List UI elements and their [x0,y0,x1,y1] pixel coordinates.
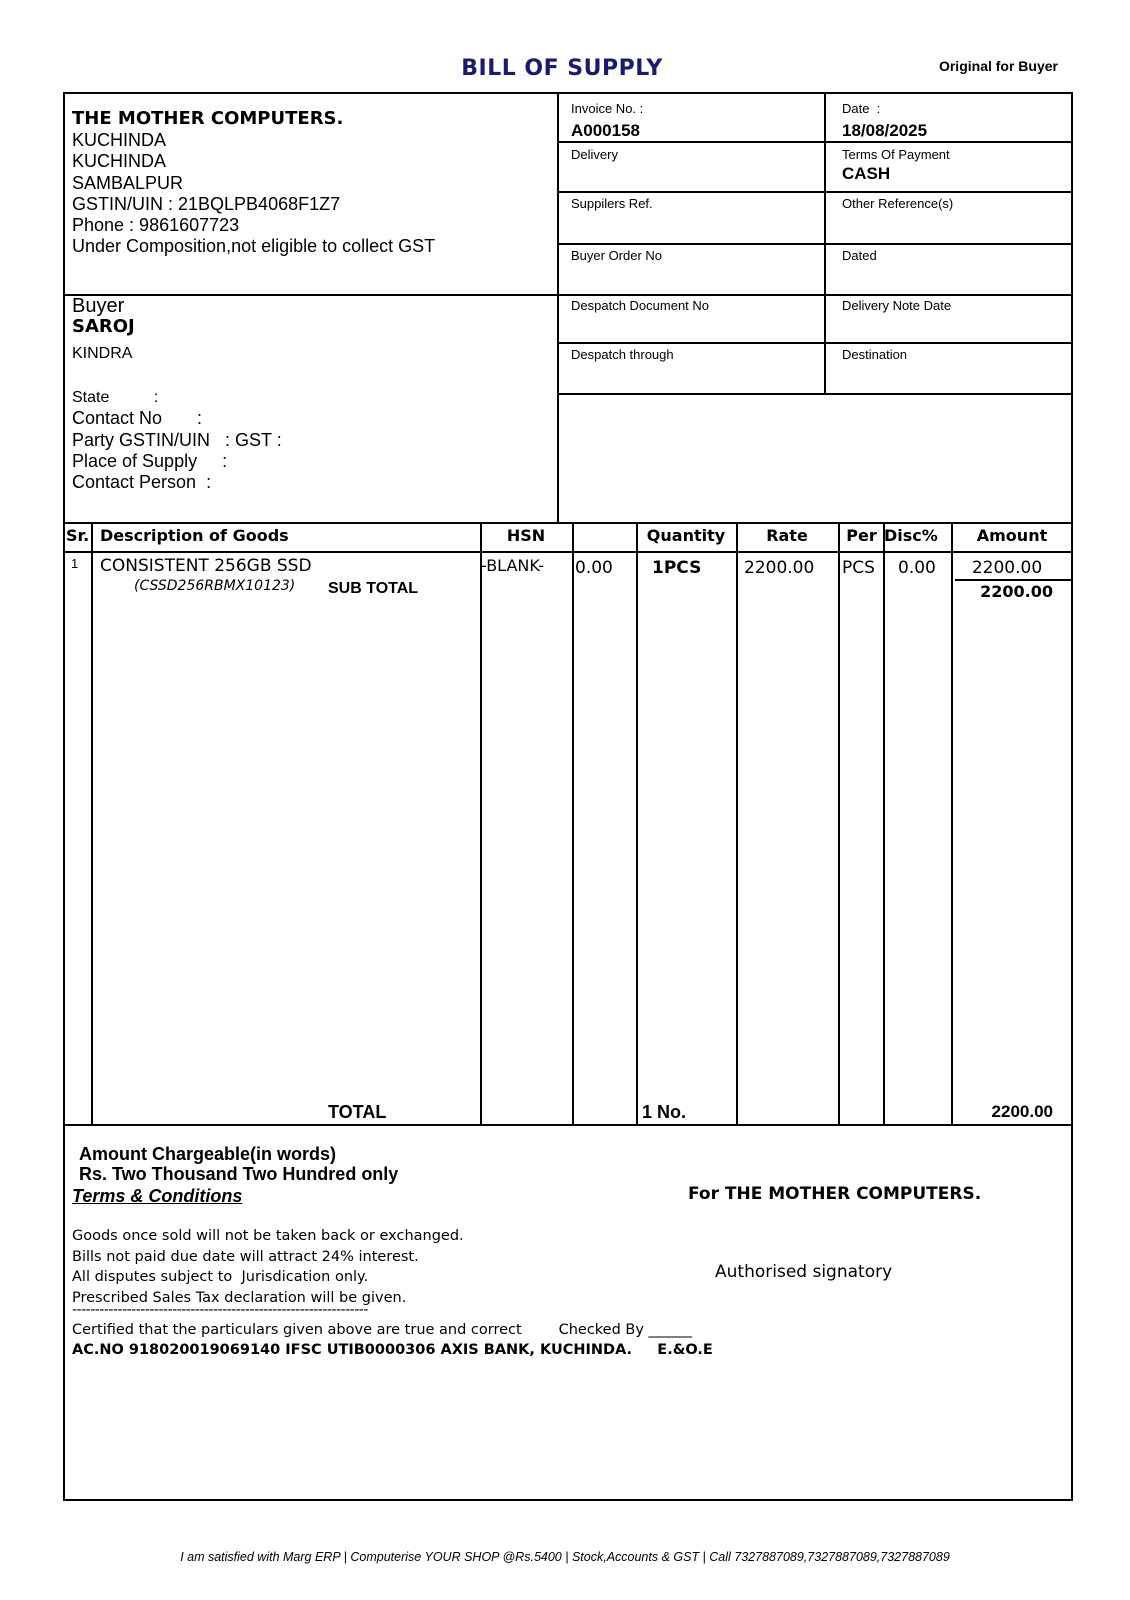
amount-words-value: Rs. Two Thousand Two Hundred only [79,1164,399,1184]
col-header-description: Description of Goods [100,526,289,545]
suppliers-ref-label: Suppilers Ref. [571,196,653,211]
col-divider-qty [736,522,738,1124]
term-item: Prescribed Sales Tax declaration will be given. [72,1289,407,1306]
field-label: Contact Person [72,472,197,493]
col-header-quantity: Quantity [646,526,726,545]
field-separator: : GST : [210,429,282,450]
delivery-label: Delivery [571,147,618,162]
field-label: Party GSTIN/UIN [72,429,211,450]
item-per: PCS [842,558,875,578]
date-label: Date : [842,101,881,116]
other-references-label: Other Reference(s) [842,196,954,211]
item-hsn: -BLANK- [481,556,544,575]
item-part-no: (CSSD256RBMX10123) [134,578,296,594]
buyer-field-party-gstin [72,430,282,451]
col-header-hsn: HSN [506,526,546,545]
item-tax: 0.00 [575,558,613,578]
buyer-fields [72,387,282,493]
col-header-rate: Rate [766,526,808,545]
buyer-heading: Buyer [72,295,125,317]
seller-address-line: KUCHINDA [72,130,167,150]
col-divider-rate [838,522,840,1124]
software-footer: I am satisfied with Marg ERP | Computerise YOUR SHOP @Rs.5400 | Stock,Accounts & GST | Call 7327887089,7327887089,7327887089 [180,1550,950,1564]
seller-name: THE MOTHER COMPUTERS. [72,108,344,129]
authorised-signatory: Authorised signatory [715,1262,893,1282]
term-item: Goods once sold will not be taken back or exchanged. [72,1228,464,1244]
copy-label: Original for Buyer [938,58,1058,74]
col-divider-hsn [572,522,574,1124]
table-header-bottom-line [63,551,1073,553]
destination-label: Destination [842,347,908,362]
item-disc: 0.00 [898,558,936,578]
seller-phone: Phone : 9861607723 [72,215,240,236]
meta-row-line-4 [557,342,1073,344]
total-label: TOTAL [328,1102,387,1122]
invoice-no-value: A000158 [571,121,641,140]
seller-buyer-divider [63,294,1073,296]
subtotal-line [955,579,1073,581]
seller-details [72,130,435,258]
field-separator: : [196,472,212,493]
dated-label: Dated [842,248,877,263]
buyer-address: KINDRA [72,345,133,362]
delivery-note-date-label: Delivery Note Date [842,298,952,313]
meta-row-line-2 [557,191,1073,193]
buyer-name: SAROJ [72,316,135,337]
buyer-field-contact-no [72,408,282,429]
terms-list [72,1226,464,1308]
col-divider-desc [480,522,482,1124]
term-item: Bills not paid due date will attract 24% interest. [72,1248,419,1265]
terms-of-payment-value: CASH [842,164,891,183]
despatch-through-label: Despatch through [571,347,674,362]
separator-dashes: ----------------------------------------------------------------- [72,1302,368,1318]
col-divider-sr [91,522,93,1124]
seller-gstin: GSTIN/UIN : 21BQLPB4068F1Z7 [72,193,341,214]
buyer-order-no-label: Buyer Order No [571,248,663,263]
terms-title: Terms & Conditions [72,1186,243,1206]
subtotal-amount: 2200.00 [980,582,1053,601]
for-company: For THE MOTHER COMPUTERS. [688,1184,982,1204]
field-label: State [72,389,110,406]
col-header-disc: Disc% [884,526,938,545]
subtotal-label: SUB TOTAL [328,580,419,597]
col-header-per: Per [846,526,877,545]
buyer-field-state [72,387,282,408]
field-separator: : [197,450,228,471]
term-item: All disputes subject to Jurisdication only. [72,1269,369,1285]
seller-address-line: SAMBALPUR [72,172,184,193]
item-amount: 2200.00 [971,558,1043,578]
meta-row-line-1 [557,141,1073,143]
buyer-field-place-of-supply [72,451,282,472]
item-sr: 1 [71,556,79,571]
field-label: Contact No [72,408,163,429]
table-top-line [63,522,1073,524]
seller-address-line: KUCHINDA [72,151,167,172]
col-header-sr: Sr. [66,526,90,545]
divider-seller-meta [557,92,559,524]
total-quantity: 1 No. [642,1102,687,1122]
document-title-text: BILL OF SUPPLY [461,56,663,81]
col-divider-disc [951,522,953,1124]
buyer-field-contact-person [72,472,282,493]
field-separator: : [109,389,159,406]
certification-line: Certified that the particulars given above are true and correct Checked By ______ [72,1322,693,1338]
amount-words-label: Amount Chargeable(in words) [79,1144,337,1164]
date-value: 18/08/2025 [842,121,928,140]
terms-of-payment-label: Terms Of Payment [842,147,950,162]
item-quantity: 1PCS [652,558,702,578]
col-header-amount: Amount [976,526,1048,545]
seller-composition-note: Under Composition,not eligible to collect GST [72,236,436,257]
item-rate: 2200.00 [744,558,815,578]
col-divider-per [883,522,885,1124]
bank-details: AC.NO 918020019069140 IFSC UTIB0000306 AXIS BANK, KUCHINDA. E.&O.E [72,1342,713,1358]
despatch-document-no-label: Despatch Document No [571,298,710,313]
total-amount: 2200.00 [991,1102,1053,1121]
col-divider-tax [636,522,638,1124]
invoice-no-label: Invoice No. : [571,101,644,116]
field-label: Place of Supply [72,450,198,471]
meta-row-line-5 [557,393,1073,395]
meta-row-line-3 [557,243,1073,245]
amount-in-words [79,1144,398,1184]
field-separator: : [162,408,203,429]
item-description: CONSISTENT 256GB SSD [100,556,312,576]
table-bottom-line [63,1124,1073,1126]
